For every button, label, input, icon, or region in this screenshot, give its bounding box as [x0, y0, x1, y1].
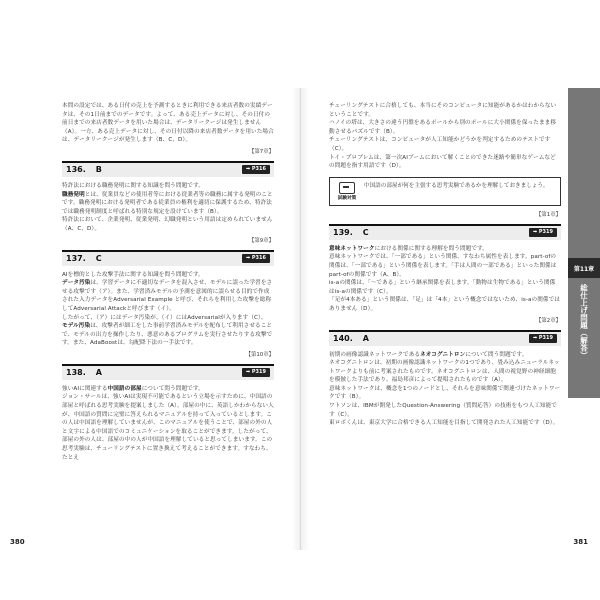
- answer-text: とは、従業員などの使用者等における従業者等の職務に属する発明のことです。職務発明における発明者である従業員の権利を適切に保護するため、特許法では職務発明制度と呼ばれる特別な規定を設けています（B）。: [62, 191, 273, 215]
- exam-tip-text: 中国語の部屋が何を主張する思考実験であるかを理解しておきましょう。: [364, 182, 549, 189]
- chapter-ref: 【第9章】: [249, 237, 274, 244]
- answer-paragraph: is-aの関係は、「〜である」という継承関係を表します。「動物は生物である」という関係はis-aの関係です（C）。: [329, 280, 556, 295]
- exam-tip-box: [329, 177, 561, 206]
- answer-paragraph: したがって、（ア）にはデータ汚染が、（イ）にはAdversarialが入ります（C）。: [62, 314, 267, 321]
- intro-paragraph: 本問の設定では、ある日付の売上を予測するときに利用できる来店者数の実績データは、その1日前までのデータです。よって、ある売上データに対し、その日付の前日までの来店者数データを用いた場合は、データリークージは発生しません（A）。一方、ある売上データに対し、その日付以降の来店者数データを用いた場合は、データリークージが発生します（B、C、D）。: [62, 103, 274, 144]
- question-header-140: [329, 330, 561, 346]
- page-reference: ➡ P319: [242, 368, 270, 377]
- answer-text: について問う問題です。: [465, 351, 528, 358]
- answer-paragraph: AIを標的とした攻撃手法に関する知識を問う問題です。: [62, 271, 204, 278]
- answer-text: における関係に関する理解を問う問題です。: [374, 245, 488, 252]
- keyword: ネオコグニトロン: [420, 351, 466, 358]
- right-column: [329, 102, 561, 428]
- answer-paragraph: 東ロボくんは、東京大学に合格できる人工知能を目指して開発された人工知能です（D）。: [329, 420, 559, 427]
- chapter-ref: 【第7章】: [249, 148, 274, 155]
- answer-paragraph: 意味ネットワークは、概念を1つのノードとし、それらを意味関係で関連づけたネットワークです（B）。: [329, 385, 561, 401]
- question-number: 137.: [66, 254, 86, 264]
- answer-letter: B: [95, 165, 102, 175]
- keyword: データ汚染: [62, 280, 91, 287]
- answer-paragraph: [62, 385, 274, 394]
- question-number: 139.: [333, 228, 353, 238]
- answer-paragraph: [329, 351, 561, 360]
- gutter-shadow: [292, 88, 300, 550]
- pencil-icon: [339, 182, 355, 194]
- page-reference: ➡ P316: [242, 165, 270, 174]
- answer-text: は、攻撃者が細工をした事前学習済みモデルを配布して利用させることで、モデルの出力を操作したり、悪意のあるプログラムを実行させたりする攻撃です。また、AdaBoostは、勾配降下法の一手法です。: [62, 323, 273, 347]
- answer-letter: C: [95, 254, 102, 264]
- question-header-138: [62, 364, 274, 380]
- page-reference: ➡ P319: [529, 228, 557, 237]
- question-number: 138.: [66, 368, 86, 378]
- answer-paragraph: ワトソンは、IBMが開発したQuestion-Answering（質問応答）の技術をもつ人工知能です（C）。: [329, 403, 558, 418]
- answer-text: 強いAIに関連する: [62, 385, 108, 392]
- question-number: 136.: [66, 165, 86, 175]
- question-header-139: [329, 224, 561, 240]
- answer-paragraph: ジョン・サールは、強いAIは実現不可能であるという立場を示すために、中国語の部屋と呼ばれる思考実験を提案しました（A）。部屋の中に、英語しかわからない人が、中国語の質問に完璧に答えられるマニュアルを持って入っているとします。この人は中国語を理解していませんが、このマニュアルを使うことで、部屋の外の人と文字による中国語でのコミュニケーションを取ることができます。したがって、部屋の外の人は、部屋の中の人が中国語を理解していると思ってしまいます。この思考実験は、チューリングテストに置き換えて考えることができます。すなわち、たとえ: [62, 394, 274, 461]
- answer-paragraph: 特許法における職務発明に関する知識を問う問題です。: [62, 182, 204, 189]
- gutter-shadow: [301, 88, 309, 550]
- keyword: モデル汚染: [62, 323, 91, 330]
- answer-paragraph: 「足が4本ある」という関係は、「足」は「4本」という概念ではないため、is-aの関係ではありません（D）。: [329, 297, 560, 312]
- answer-paragraph: ネオコグニトロンは、初期の画像認識ネットワークの1つであり、畳み込みニューラルネットワークよりも前に考案されたものです。ネオコグニトロンは、人間の視覚野の神経細胞を模倣した手法であり、福島邦彦によって提唱されたものです（A）。: [329, 360, 560, 384]
- exam-tip-label: 試験対策: [337, 195, 357, 201]
- right-page: [301, 88, 600, 550]
- answer-text: について問う問題です。: [141, 385, 204, 392]
- page-reference: ➡ P319: [529, 334, 557, 343]
- question-header-137: [62, 250, 274, 266]
- page-number: 380: [10, 538, 25, 546]
- page-reference: ➡ P316: [242, 254, 270, 263]
- answer-paragraph: 特許法において、企業発明、従業発明、幻職発明という用語は定められていません（A、C、D）。: [62, 217, 273, 232]
- answer-letter: C: [362, 228, 369, 238]
- chapter-ref: 【第1章】: [536, 211, 561, 218]
- answer-letter: A: [95, 368, 102, 378]
- chapter-ref: 【第2章】: [536, 317, 561, 324]
- answer-paragraph: [62, 191, 274, 217]
- left-column: [62, 102, 274, 462]
- left-page: [0, 88, 301, 550]
- continued-paragraph: チューリングテストに合格しても、本当にそのコンピュータに知能があるかはわからないということです。 ハノイの塔は、大きさの違う円盤をあるポールから別のポールに大小関係を保ったまま移動させるパズルです（B）。 チューリングテストは、コンピュータが人工知能かどうかを判定するためのテストです（C）。 トイ・プロブレムは、第一次AIブームにおいて解くことのできた迷路や簡単なゲームなどの問題を指す用語です（D）。: [329, 103, 557, 170]
- answer-paragraph: [329, 245, 561, 254]
- chapter-label: 第11章: [568, 258, 600, 279]
- chapter-side-tab: [568, 88, 600, 359]
- page-number: 381: [573, 538, 588, 546]
- keyword: 職務発明: [62, 191, 85, 198]
- question-header-136: [62, 161, 274, 177]
- answer-letter: A: [362, 334, 369, 343]
- chapter-title-vertical: 総仕上げ問題（解答）: [568, 278, 600, 398]
- keyword: 意味ネットワーク: [329, 245, 375, 252]
- answer-text: は、学習データに不適切なデータを混入させ、モデルに誤った学習をさせる攻撃です（ア）。また、学習済みモデルの予測を意図的に誤らせる目的で作成された入力データをAdversarial Example と呼び、それらを利用した攻撃を総称してAdversarial Attackと呼びます（イ）。: [62, 280, 273, 312]
- chapter-ref: 【第10章】: [245, 351, 274, 358]
- question-number: 140.: [333, 334, 353, 343]
- answer-paragraph: [62, 279, 274, 313]
- answer-paragraph: [62, 322, 274, 348]
- keyword: 中国語の部屋: [107, 385, 142, 392]
- exam-tip-icon-wrap: [336, 182, 358, 201]
- answer-text: 初期の画像認識ネットワークである: [329, 351, 421, 358]
- answer-paragraph: 意味ネットワークでは、「一部である」という関係、すなわち属性を表します。part-ofの関係は、「一部である」という関係を表します。「手は人間の一部である」といった関係はpart-ofの関係です（A、B）。: [329, 254, 557, 278]
